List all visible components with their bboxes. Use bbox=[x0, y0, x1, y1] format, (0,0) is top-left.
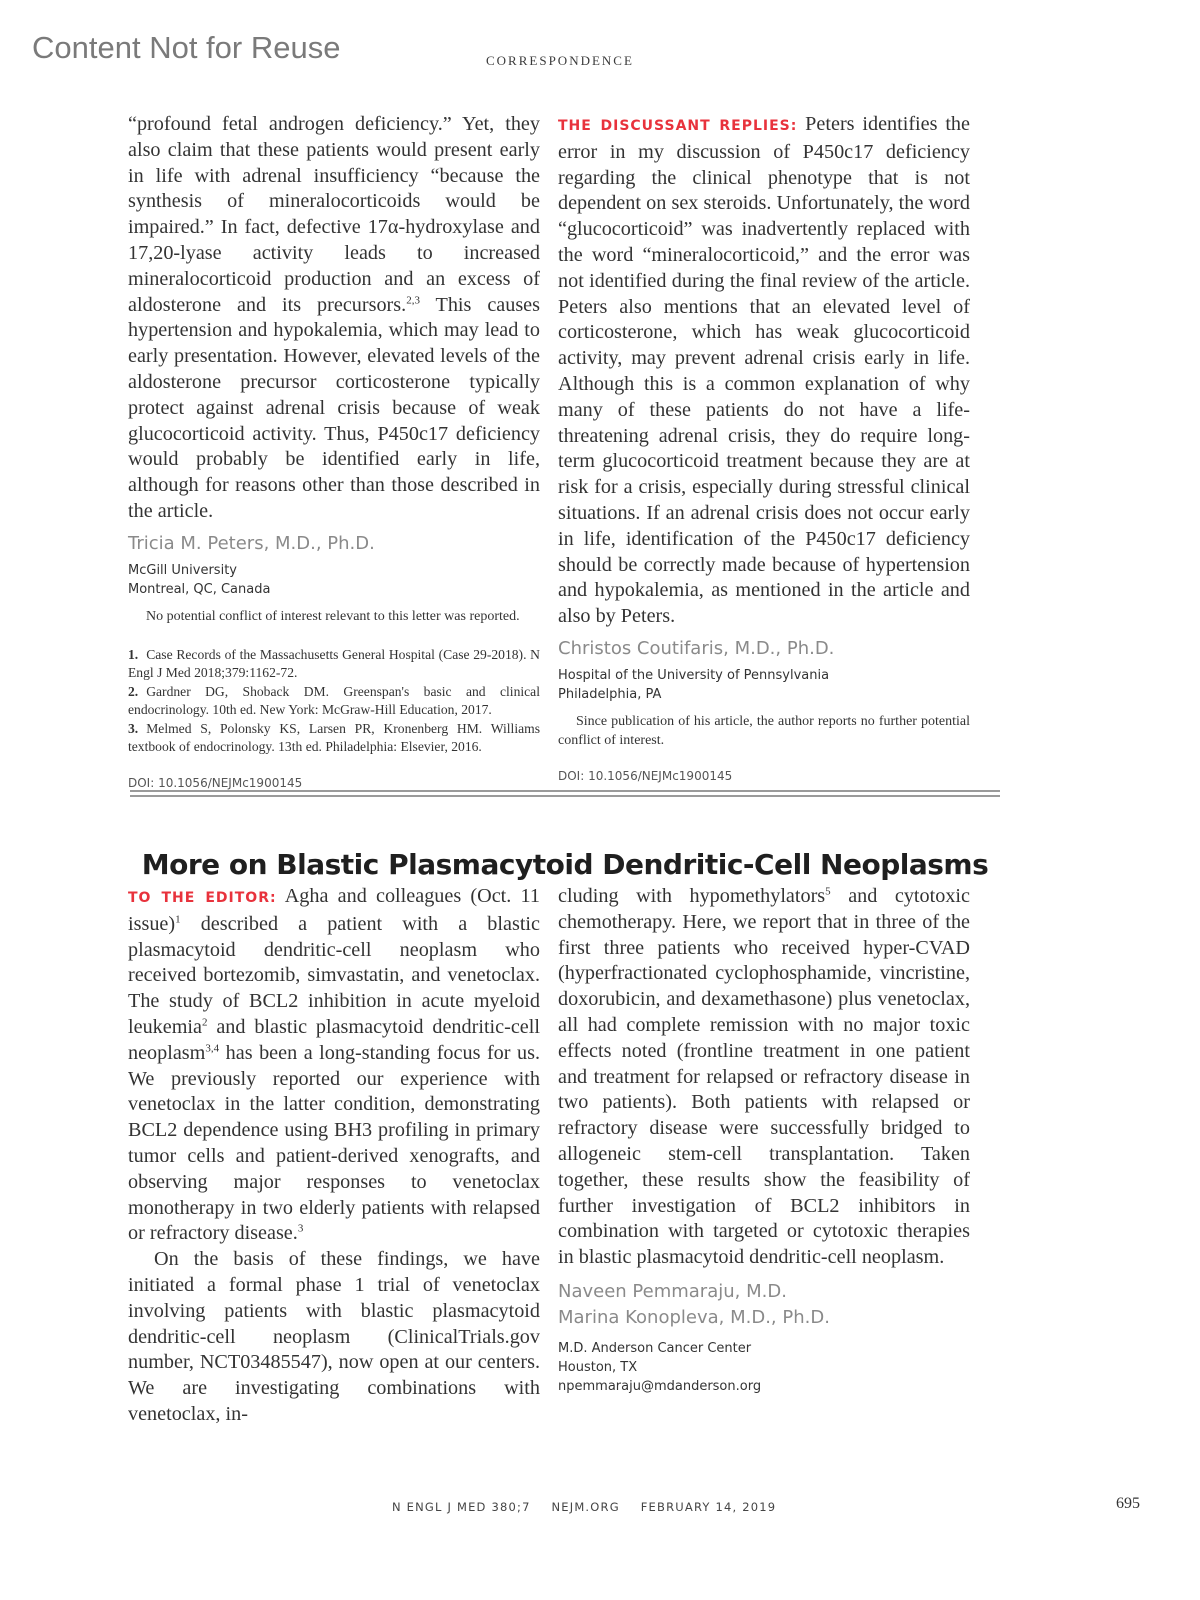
letter1-left-column bbox=[128, 112, 540, 797]
citation-sup: 3,4 bbox=[205, 1042, 220, 1055]
body-text: and cytotoxic chemotherapy. Here, we report that in three of the first three patients who received hyper-CVAD (hyperfractionated cyclophosphamide, vincristine, doxorubicin, and dexamethasone) plus venetoclax, all had complete remission with no major toxic effects noted (frontline treatment in one patient and treatment for relapsed or refractory disease in two patients). Both patients with relapsed or refractory disease were successfully bridged to allogeneic stem-cell transplantation. Taken together, these results show the feasibility of further investigation of BCL2 inhibitors in combination with targeted or cytotoxic therapies in blastic plasmacytoid dendritic-cell neoplasm. bbox=[558, 885, 970, 1269]
author-affiliation bbox=[558, 666, 970, 704]
letter1-right-column bbox=[558, 112, 970, 790]
body-text: and blastic plasmacytoid dendritic-cell neoplasm bbox=[128, 1015, 540, 1064]
section-divider-top bbox=[130, 790, 1000, 792]
page-number: 695 bbox=[1116, 1495, 1140, 1512]
body-text: This causes hypertension and hypokalemia, which may lead to early presentation. However, elevated levels of the aldosterone precursor corticosterone typically protect against adrenal crisis because of weak glucocorticoid activity. Thus, P450c17 deficiency would probably be identified early in life, although for reasons other than those described in the article. bbox=[128, 293, 540, 522]
reference-item bbox=[128, 683, 540, 720]
author-name: Naveen Pemmaraju, M.D. bbox=[558, 1280, 787, 1302]
reference-item bbox=[128, 646, 540, 683]
body-text: described a patient with a blastic plasmacytoid dendritic-cell neoplasm who received bortezomib, simvastatin, and venetoclax. The study of BCL2 inhibition in acute myeloid leukemia bbox=[128, 912, 540, 1038]
affiliation-line: Philadelphia, PA bbox=[558, 686, 662, 702]
journal-citation: N ENGL J MED 380;7 bbox=[392, 1500, 531, 1514]
affiliation-line: Montreal, QC, Canada bbox=[128, 581, 271, 597]
watermark: Content Not for Reuse bbox=[32, 30, 341, 65]
lead-in-label: TO THE EDITOR: bbox=[128, 890, 277, 906]
reference-number: 3. bbox=[128, 720, 139, 736]
citation-sup: 2,3 bbox=[406, 293, 420, 306]
doi-link[interactable]: DOI: 10.1056/NEJMc1900145 bbox=[128, 775, 303, 790]
affiliation-line: Houston, TX bbox=[558, 1359, 638, 1375]
issue-date: FEBRUARY 14, 2019 bbox=[640, 1500, 777, 1514]
reference-text: Case Records of the Massachusetts General Hospital (Case 29-2018). N Engl J Med 2018;379:1162-72. bbox=[128, 646, 540, 681]
affiliation-line: Hospital of the University of Pennsylvania bbox=[558, 667, 830, 683]
author-affiliation bbox=[558, 1339, 970, 1396]
section-label: CORRESPONDENCE bbox=[486, 53, 634, 68]
article-title: More on Blastic Plasmacytoid Dendritic-Cell Neoplasms bbox=[141, 848, 989, 881]
author-name: Christos Coutifaris, M.D., Ph.D. bbox=[558, 637, 835, 659]
citation-sup: 2 bbox=[202, 1016, 208, 1029]
author-affiliation bbox=[128, 561, 540, 599]
letter2-paragraph-2: On the basis of these findings, we have initiated a formal phase 1 trial of venetoclax involving patients with blastic plasmacytoid dendritic-cell neoplasm (ClinicalTrials.gov number, NCT03485547), now open at our centers. We are investigating combinations with venetoclax, in- bbox=[128, 1248, 540, 1425]
author-name: Marina Konopleva, M.D., Ph.D. bbox=[558, 1306, 830, 1328]
affiliation-line: M.D. Anderson Cancer Center bbox=[558, 1340, 752, 1356]
discussant-reply bbox=[558, 112, 970, 630]
journal-site: NEJM.ORG bbox=[551, 1500, 620, 1514]
letter2-paragraph-continued bbox=[558, 884, 970, 1271]
letter2-paragraph-1 bbox=[128, 884, 540, 1247]
section-divider-bottom bbox=[130, 795, 1000, 797]
lead-in-label: THE DISCUSSANT REPLIES: bbox=[558, 118, 798, 134]
citation-sup: 1 bbox=[175, 913, 181, 926]
citation-sup: 5 bbox=[825, 885, 831, 898]
author-name: Tricia M. Peters, M.D., Ph.D. bbox=[128, 532, 375, 554]
body-text: “profound fetal androgen deficiency.” Yet, they also claim that these patients would present early in life with adrenal insufficiency “because the synthesis of mineralocorticoids would be impaired.” In fact, defective 17α-hydroxylase and 17,20-lyase activity leads to increased mineralocorticoid production and an excess of aldosterone and its precursors. bbox=[128, 113, 540, 316]
references-list bbox=[128, 646, 540, 757]
body-text: Peters identifies the error in my discussion of P450c17 deficiency regarding the clinical phenotype that is not dependent on sex steroids. Unfortunately, the word “glucocorticoid” was inadvertently replaced with the word “mineralocorticoid,” and the error was not identified during the final review of the article. Peters also mentions that an elevated level of corticosterone, which has weak glucocorticoid activity, may prevent adrenal crisis early in life. Although this is a common explanation of why many of these patients do not have a life-threatening adrenal crisis, they do require long-term glucocorticoid treatment because they are at risk for a crisis, especially during stressful clinical situations. If an adrenal crisis does not occur early in life, identification of the P450c17 deficiency should be correctly made because of hypertension and hypokalemia, as mentioned in the article and also by Peters. bbox=[558, 113, 970, 628]
reference-number: 2. bbox=[128, 683, 139, 699]
body-text: Agha and colleagues (Oct. 11 issue) bbox=[128, 885, 540, 935]
body-text: cluding with hypomethylators bbox=[558, 885, 826, 907]
page-footer bbox=[392, 1500, 792, 1514]
reference-item bbox=[128, 720, 540, 757]
affiliation-line: McGill University bbox=[128, 562, 237, 578]
conflict-statement: Since publication of his article, the author reports no further potential conflict of interest. bbox=[558, 713, 970, 748]
citation-sup: 3 bbox=[297, 1222, 304, 1235]
letter1-body bbox=[128, 112, 540, 525]
letter2-right-column bbox=[558, 884, 970, 1396]
conflict-statement: No potential conflict of interest relevant to this letter was reported. bbox=[146, 608, 520, 624]
reference-text: Melmed S, Polonsky KS, Larsen PR, Kronenberg HM. Williams textbook of endocrinology. 13th ed. Philadelphia: Elsevier, 2016. bbox=[128, 720, 540, 755]
letter2-left-column bbox=[128, 884, 540, 1428]
reference-number: 1. bbox=[128, 646, 139, 662]
doi-link[interactable]: DOI: 10.1056/NEJMc1900145 bbox=[558, 768, 733, 783]
author-email-link[interactable]: npemmaraju@mdanderson.org bbox=[558, 1378, 762, 1394]
body-text: has been a long-standing focus for us. We previously reported our experience with venetoclax in the latter condition, demonstrating BCL2 dependence using BH3 profiling in primary tumor cells and patient-derived xenografts, and observing major responses to venetoclax monotherapy in two elderly patients with relapsed or refractory disease. bbox=[128, 1041, 540, 1245]
reference-text: Gardner DG, Shoback DM. Greenspan's basic and clinical endocrinology. 10th ed. New York: McGraw-Hill Education, 2017. bbox=[128, 683, 540, 718]
